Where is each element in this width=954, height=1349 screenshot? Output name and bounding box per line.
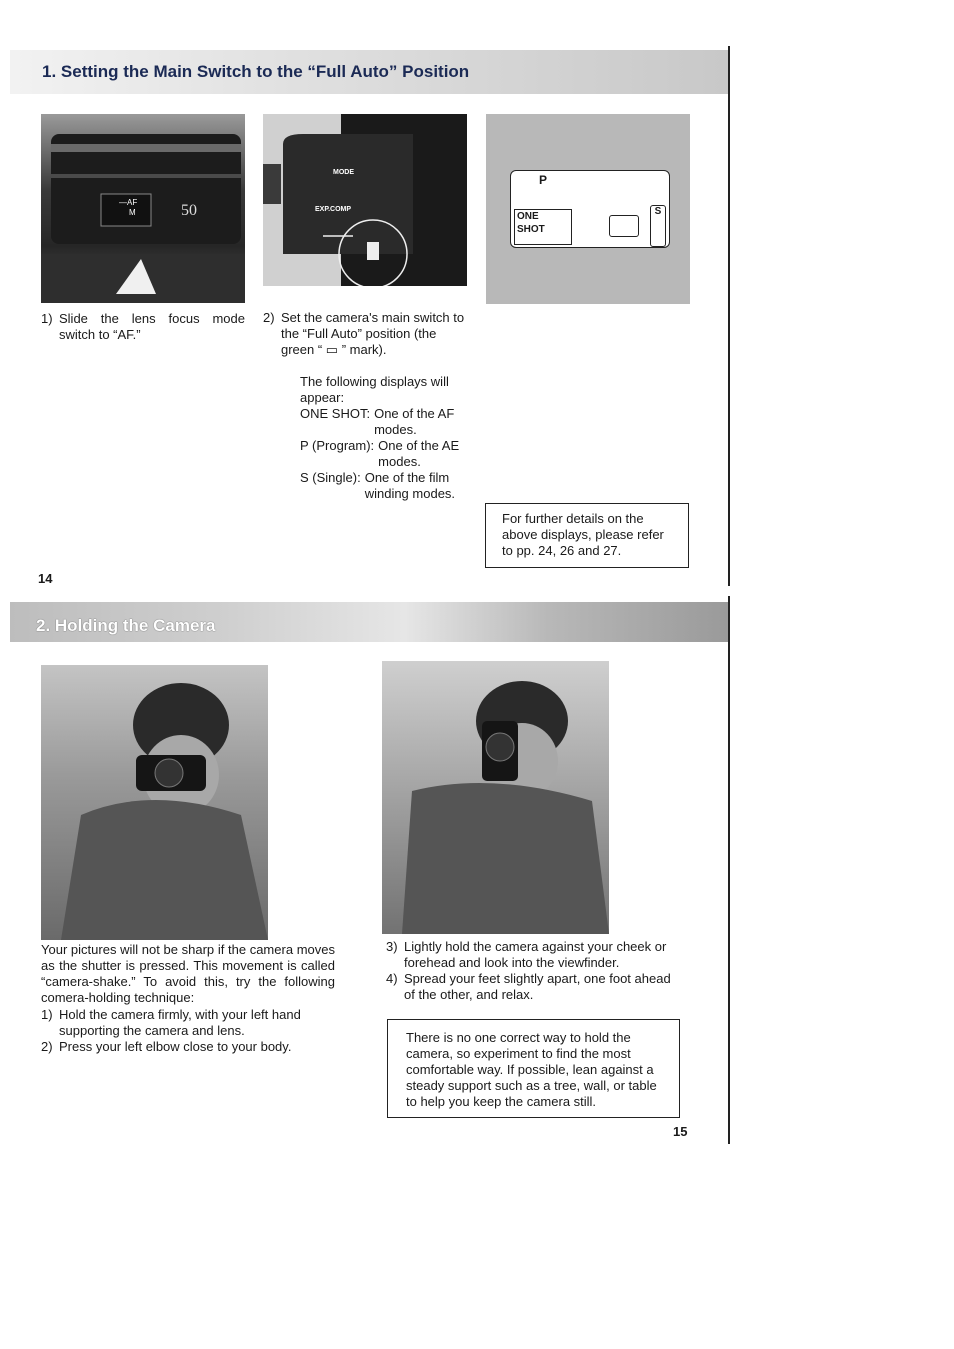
step-2-number: 2): [263, 310, 275, 325]
photo-holding-camera-vertical: [382, 661, 609, 934]
exp-comp-label: EXP.COMP: [315, 206, 352, 213]
holding-left-steps: [41, 1007, 337, 1055]
display-program: [300, 438, 466, 470]
page-number-14: 14: [38, 571, 53, 586]
display-desc: One of the film winding modes.: [364, 470, 456, 501]
photo-lens-focus-switch: [41, 114, 245, 303]
camera-body-illustration: [263, 114, 467, 286]
section-title-full-auto: 1. Setting the Main Switch to the “Full Auto” Position: [42, 62, 470, 81]
display-term: S (Single):: [300, 470, 361, 485]
lcd-winding-icon: [609, 215, 639, 237]
page-right-rule-top: [728, 46, 730, 586]
step-2-text: Set the camera's main switch to the “Full Auto” position (the green “ ▭ ” mark).: [281, 310, 465, 357]
displays-intro: The following displays will appear:: [300, 374, 449, 405]
lcd-program-indicator: P: [539, 173, 548, 187]
note-box-further-details: For further details on the above displays, please refer to pp. 24, 26 and 27.: [485, 503, 689, 568]
lens-illustration: [41, 114, 245, 303]
lcd-display-figure: [486, 114, 690, 304]
holding-intro: Your pictures will not be sharp if the camera moves as the shutter is pressed. This movement is called “camera-shake.” To avoid this, try the following comera-holding technique:: [41, 942, 335, 1005]
holding-step-1: [41, 1007, 337, 1039]
step-number: 3): [386, 939, 398, 954]
section-title-holding-camera: 2. Holding the Camera: [36, 616, 216, 635]
step-text: Spread your feet slightly apart, one foot ahead of the other, and relax.: [404, 971, 671, 1002]
holding-step-4: [386, 971, 682, 1003]
person-vertical-illustration: [382, 661, 609, 934]
step-2: [263, 310, 467, 358]
person-horizontal-illustration: [41, 665, 268, 940]
lcd-panel: [510, 170, 670, 248]
step-number: 4): [386, 971, 398, 986]
displays-explanation: [300, 374, 466, 502]
lens-af-label: —AF: [119, 198, 138, 207]
holding-right-steps: [386, 939, 682, 1003]
mode-label: MODE: [333, 169, 354, 176]
step-text: Hold the camera firmly, with your left hand supporting the camera and lens.: [59, 1007, 301, 1038]
display-desc: One of the AE modes.: [378, 438, 460, 469]
page-right-rule-bottom: [728, 596, 730, 1144]
holding-step-2: [41, 1039, 337, 1055]
lcd-one-shot-indicator: ONE SHOT: [514, 209, 572, 245]
lens-focal-length-label: 50: [181, 202, 197, 219]
lens-m-label: M: [129, 208, 136, 217]
photo-holding-camera-horizontal: [41, 665, 268, 940]
step-text: Press your left elbow close to your body.: [59, 1039, 292, 1054]
step-number: 2): [41, 1039, 53, 1054]
step-1-number: 1): [41, 311, 53, 326]
display-desc: One of the AF modes.: [374, 406, 455, 437]
page-number-15: 15: [673, 1124, 688, 1139]
display-one-shot: [300, 406, 466, 438]
lcd-single-indicator: S: [650, 205, 666, 247]
step-1: [41, 311, 245, 343]
holding-step-3: [386, 939, 682, 971]
display-term: ONE SHOT:: [300, 406, 371, 421]
display-single: [300, 470, 466, 502]
step-1-text: Slide the lens focus mode switch to “AF.”: [59, 311, 245, 342]
note-box-holding-tip: There is no one correct way to hold the camera, so experiment to find the most comfortable way. If possible, lean against a steady support such as a tree, wall, or table to help you keep the camera still.: [387, 1019, 680, 1118]
step-text: Lightly hold the camera against your cheek or forehead and look into the viewfinder.: [404, 939, 667, 970]
display-term: P (Program):: [300, 438, 375, 453]
step-number: 1): [41, 1007, 53, 1022]
photo-main-switch: [263, 114, 467, 286]
